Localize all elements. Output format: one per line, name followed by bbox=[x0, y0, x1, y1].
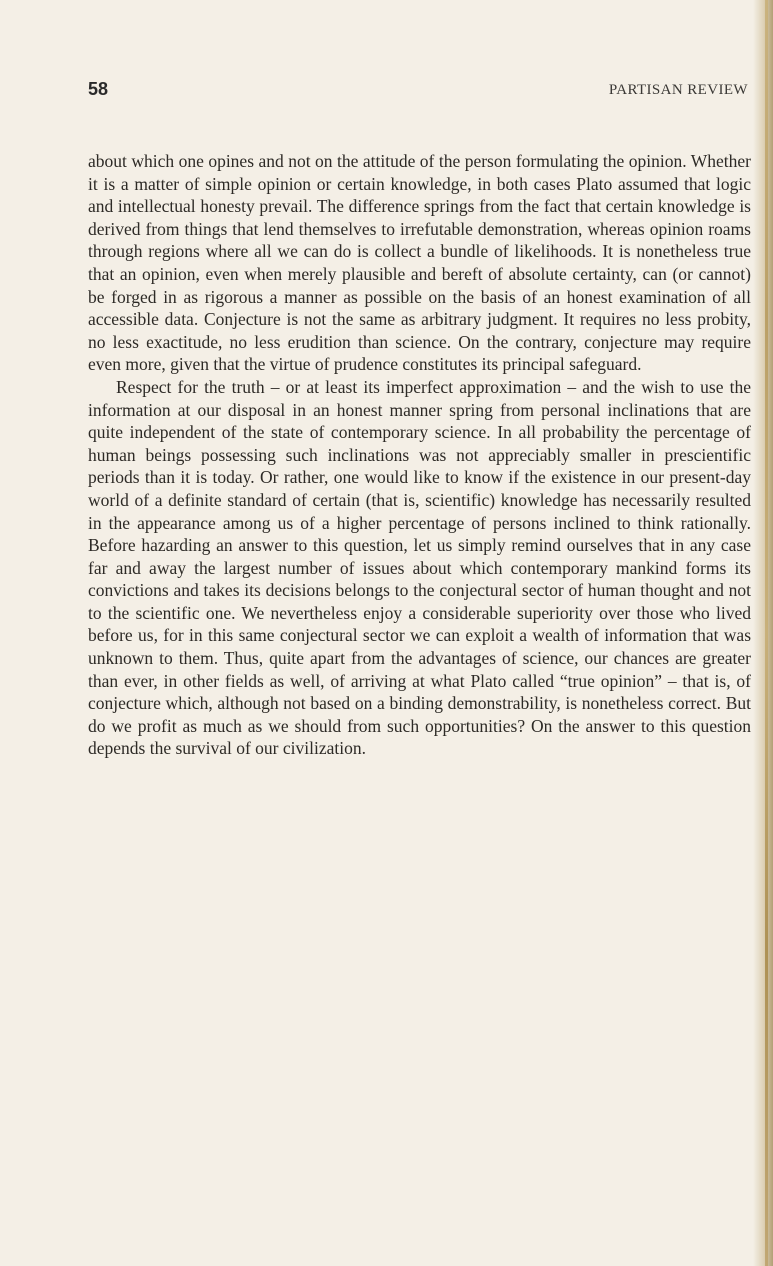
paragraph-continued: about which one opines and not on the attitude of the person formulating the opinion. Whether it is a matter of simple opinion or certain knowledge, in both cases Plato assumed that logic and intellectual honesty prevail. The difference springs from the fact that certain knowledge is derived from things that lend themselves to irrefutable demonstration, whereas opinion roams through regions where all we can do is collect a bundle of likelihoods. It is nonetheless true that an opinion, even when merely plausible and bereft of absolute certainty, can (or cannot) be forged in as rigorous a manner as possible on the basis of an honest examination of all accessible data. Conjecture is not the same as arbitrary judgment. It requires no less probity, no less exactitude, no less erudition than science. On the contrary, conjecture may require even more, given that the virtue of prudence constitutes its principal safeguard. bbox=[88, 151, 751, 375]
running-head: PARTISAN REVIEW bbox=[608, 82, 748, 98]
body-text bbox=[88, 150, 751, 760]
paragraph-respect-for-truth: Respect for the truth – or at least its imperfect approximation – and the wish to use the information at our disposal in an honest manner spring from personal inclinations that are quite independent of the state of contemporary science. In all probability the percentage of human beings possessing such inclinations was not appreciably smaller in prescientific periods than it is today. Or rather, one would like to know if the existence in our present-day world of a definite standard of certain (that is, scientific) knowledge has necessarily resulted in the appearance among us of a higher percentage of persons inclined to think rationally. Before hazarding an answer to this question, let us simply remind ourselves that in any case far and away the largest number of issues about which contemporary mankind forms its convictions and takes its decisions belongs to the conjectural sector of human thought and not to the scientific one. We nevertheless enjoy a considerable superiority over those who lived before us, for in this same conjectural sector we can exploit a wealth of information that was unknown to them. Thus, quite apart from the advantages of science, our chances are greater than ever, in other fields as well, of arriving at what Plato called “true opinion” – that is, of conjecture which, although not based on a binding demonstrability, is nonetheless correct. But do we profit as much as we should from such opportunities? On the answer to this question depends the survival of our civilization. bbox=[88, 376, 751, 759]
page-edge-binding bbox=[765, 0, 768, 1266]
page-number: 58 bbox=[88, 79, 109, 99]
page-header bbox=[88, 78, 748, 100]
page-edge-shadow bbox=[753, 0, 773, 1266]
